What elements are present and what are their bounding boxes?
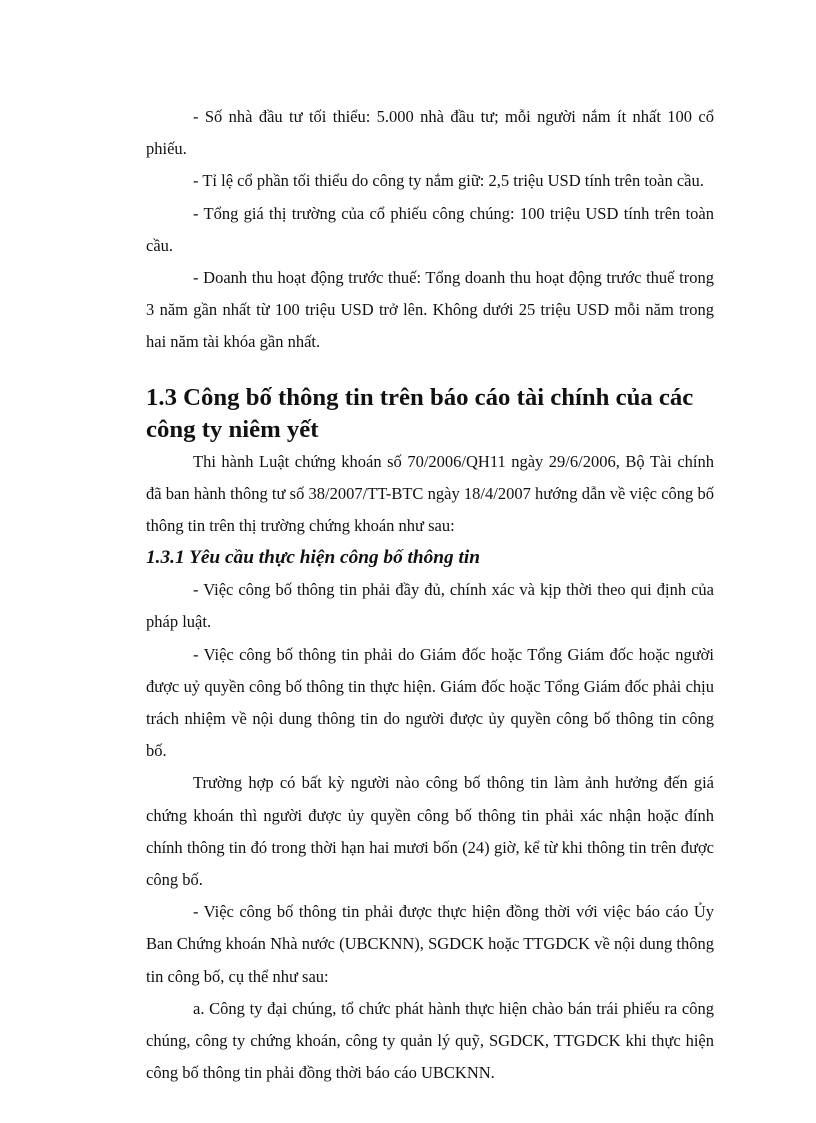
- list-item-market-value: - Tổng giá thị trường của cổ phiếu công chúng: 100 triệu USD tính trên toàn cầu.: [146, 203, 714, 255]
- body-paragraph: - Việc công bố thông tin phải được thực hiện đồng thời với việc báo cáo Ủy Ban Chứng khoán Nhà nước (UBCKNN), SGDCK hoặc TTGDCK về nội dung thông tin công bố, cụ thể như sau:: [146, 902, 714, 986]
- body-paragraph: Trường hợp có bất kỳ người nào công bố thông tin làm ảnh hưởng đến giá chứng khoán thì người được ủy quyền công bố thông tin phải xác nhận hoặc đính chính thông tin đó trong thời hạn hai mươi bốn (24) giờ, kể từ khi thông tin trên được công bố.: [146, 773, 714, 890]
- list-item-min-investors: - Số nhà đầu tư tối thiểu: 5.000 nhà đầu tư; mỗi người nắm ít nhất 100 cổ phiếu.: [146, 107, 714, 159]
- list-item-revenue: - Doanh thu hoạt động trước thuế: Tổng doanh thu hoạt động trước thuế trong 3 năm gần nhất từ 100 triệu USD trở lên. Không dưới 25 triệu USD mỗi năm trong hai năm tài khóa gần nhất.: [146, 268, 714, 352]
- body-paragraph: - Việc công bố thông tin phải đầy đủ, chính xác và kịp thời theo qui định của pháp luật.: [146, 580, 714, 632]
- list-item-min-share-ratio: - Tỉ lệ cổ phần tối thiểu do công ty nắm giữ: 2,5 triệu USD tính trên toàn cầu.: [193, 171, 704, 191]
- body-paragraph: a. Công ty đại chúng, tổ chức phát hành thực hiện chào bán trái phiếu ra công chúng, công ty chứng khoán, công ty quản lý quỹ, SGDCK, TTGDCK khi thực hiện công bố thông tin phải đồng thời báo cáo UBCKNN.: [146, 998, 714, 1083]
- section-intro: Thi hành Luật chứng khoán số 70/2006/QH11 ngày 29/6/2006, Bộ Tài chính đã ban hành thông tư số 38/2007/TT-BTC ngày 18/4/2007 hướng dẫn về việc công bố thông tin trên thị trường chứng khoán như sau:: [146, 451, 714, 536]
- body-paragraph: - Việc công bố thông tin phải do Giám đốc hoặc Tổng Giám đốc hoặc người được uỷ quyền công bố thông tin thực hiện. Giám đốc hoặc Tổng Giám đốc phải chịu trách nhiệm về nội dung thông tin do người được ủy quyền công bố thông tin công bố.: [146, 644, 714, 761]
- section-heading: 1.3 Công bố thông tin trên báo cáo tài chính của các công ty niêm yết: [146, 383, 694, 443]
- document-page: [146, 101, 714, 1089]
- subsection-heading: 1.3.1 Yêu cầu thực hiện công bố thông tin: [146, 547, 480, 569]
